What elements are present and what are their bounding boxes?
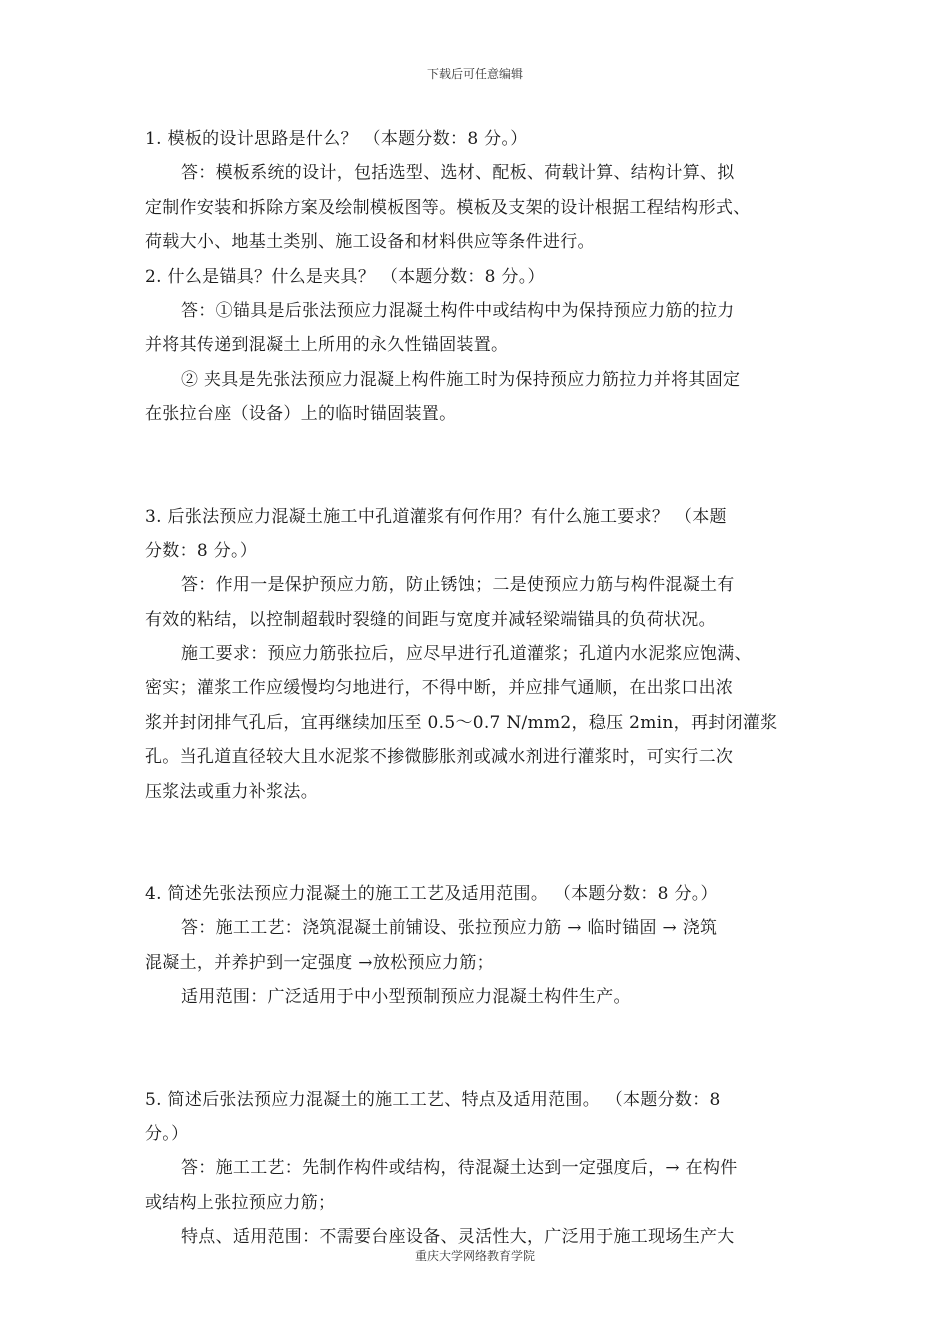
- text-line: 特点、适用范围：不需要台座设备、灵活性大，广泛用于施工现场生产大: [181, 1227, 735, 1248]
- text-line: 4. 简述先张法预应力混凝土的施工工艺及适用范围。 （本题分数：8 分。）: [145, 884, 718, 905]
- text-line: ② 夹具是先张法预应力混凝上构件施工时为保持预应力筋拉力并将其固定: [181, 369, 741, 390]
- text-line: 分。）: [145, 1123, 189, 1144]
- text-line: 孔。当孔道直径较大且水泥浆不掺微膨胀剂或减水剂进行灌浆时，可实行二次: [145, 747, 734, 768]
- text-line: 3. 后张法预应力混凝土施工中孔道灌浆有何作用？有什么施工要求？ （本题: [145, 506, 727, 527]
- text-line: 定制作安装和拆除方案及绘制模板图等。模板及支架的设计根据工程结构形式、: [145, 197, 751, 218]
- text-line: 在张拉台座（设备）上的临时锚固装置。: [145, 404, 457, 425]
- text-line: 答：①锚具是后张法预应力混凝土构件中或结构中为保持预应力筋的拉力: [181, 300, 735, 321]
- text-line: 压浆法或重力补浆法。: [145, 781, 318, 802]
- paragraph-gap: [145, 1032, 810, 1066]
- text-line: 答：模板系统的设计，包括选型、选材、配板、荷载计算、结构计算、拟: [181, 163, 735, 184]
- text-line: 施工要求：预应力筋张拉后，应尽早进行孔道灌浆；孔道内水泥浆应饱满、: [181, 644, 752, 665]
- text-line: 分数：8 分。）: [145, 540, 258, 561]
- paragraph-gap: [145, 449, 810, 483]
- text-line: 适用范围：广泛适用于中小型预制预应力混凝土构件生产。: [181, 987, 631, 1008]
- text-line: 答：施工工艺：浇筑混凝土前铺设、张拉预应力筋 → 临时锚固 → 浇筑: [181, 918, 718, 939]
- text-line: 5. 简述后张法预应力混凝土的施工工艺、特点及适用范围。 （本题分数：8: [145, 1089, 721, 1110]
- page-header: 下载后可任意编辑: [426, 67, 523, 81]
- page-footer: 重庆大学网络教育学院: [414, 1249, 535, 1263]
- text-line: 或结构上张拉预应力筋；: [145, 1192, 336, 1213]
- text-line: 答：作用一是保护预应力筋，防止锈蚀；二是使预应力筋与构件混凝土有: [181, 575, 735, 596]
- text-line: 密实；灌浆工作应缓慢均匀地进行，不得中断，并应排气通顺，在出浆口出浓: [145, 678, 734, 699]
- text-line: 荷载大小、地基土类别、施工设备和材料供应等条件进行。: [145, 232, 595, 253]
- text-line: 浆并封闭排气孔后，宜再继续加压至 0.5～0.7 N/mm2，稳压 2min，再封闭灌浆: [145, 712, 778, 733]
- text-line: 1. 模板的设计思路是什么？ （本题分数：8 分。）: [145, 129, 528, 149]
- text-line: 有效的粘结，以控制超载时裂缝的间距与宽度并减轻梁端锚具的负荷状况。: [145, 609, 716, 630]
- paragraph-gap: [145, 826, 810, 860]
- document-body: [145, 122, 810, 1255]
- text-line: 并将其传递到混凝土上所用的永久性锚固装置。: [145, 335, 509, 356]
- text-line: 2. 什么是锚具？什么是夹具？ （本题分数：8 分。）: [145, 266, 545, 287]
- text-line: 混凝土，并养护到一定强度 →放松预应力筋；: [145, 952, 494, 973]
- text-line: 答：施工工艺：先制作构件或结构，待混凝土达到一定强度后，→ 在构件: [181, 1158, 738, 1179]
